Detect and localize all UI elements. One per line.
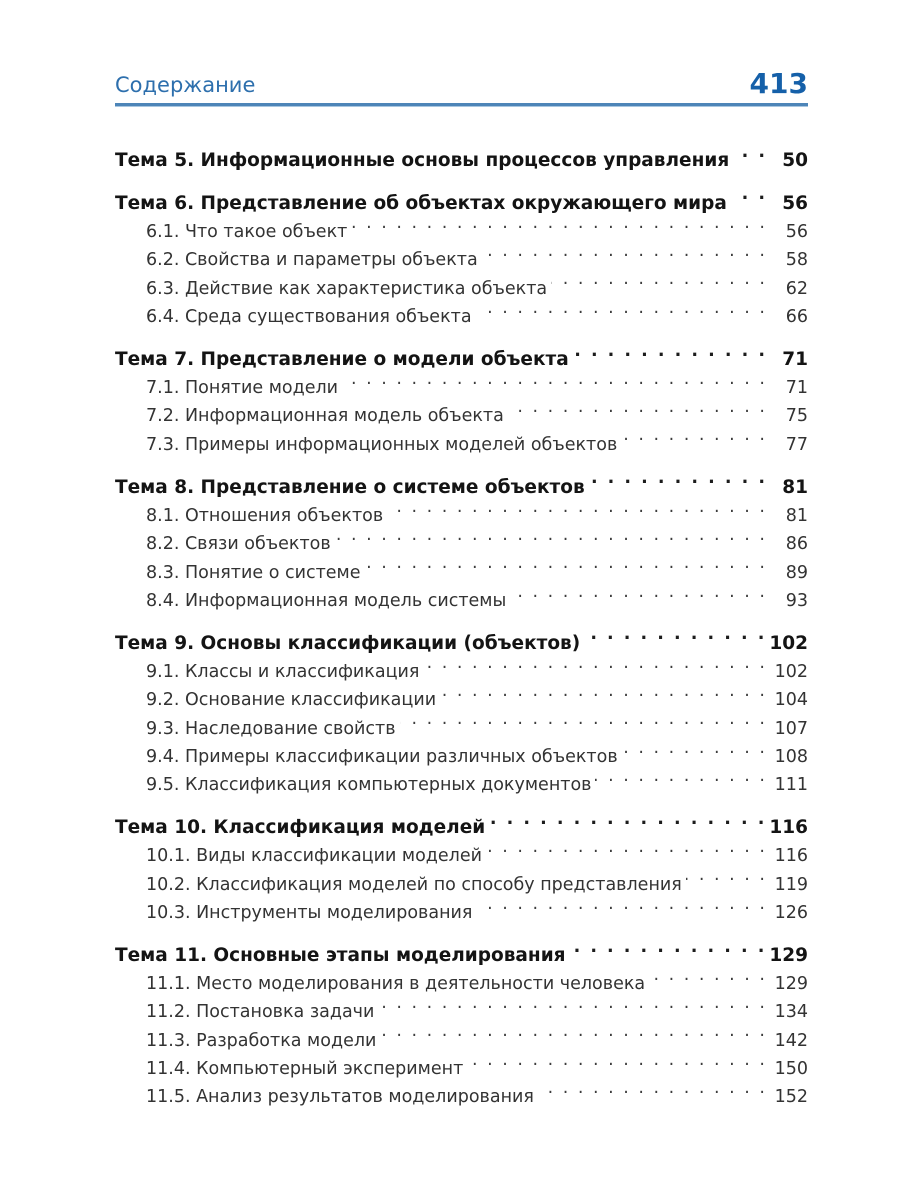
toc-entry-title: Тема 8. Представление о системе объектов xyxy=(115,476,585,498)
toc-entry-title: Тема 7. Представление о модели объекта xyxy=(115,348,569,370)
page-number: 413 xyxy=(749,67,808,100)
dot-leader xyxy=(731,180,765,208)
toc-entry-title: 10.3. Инструменты моделирования xyxy=(146,902,473,923)
toc-row xyxy=(115,337,808,370)
dot-leader xyxy=(573,337,765,365)
toc-entry-title: 9.2. Основание классификации xyxy=(146,690,437,711)
toc-entry-page: 81 xyxy=(785,505,808,526)
toc-entry-page: 86 xyxy=(785,534,808,555)
toc-entry-title: 6.4. Среда существования объекта xyxy=(146,306,472,327)
dot-leader xyxy=(423,649,765,677)
dot-leader xyxy=(440,677,765,705)
dot-leader xyxy=(538,1074,765,1102)
toc-entry-title: 9.1. Классы и классификация xyxy=(146,662,420,683)
toc-entry-title: Тема 6. Представление об объектах окружающего мира xyxy=(115,192,727,214)
toc-entry-title: 11.5. Анализ результатов моделирования xyxy=(146,1087,534,1108)
dot-leader xyxy=(621,421,765,449)
toc-entry-title: 11.2. Постановка задачи xyxy=(146,1002,375,1023)
toc-entry-page: 62 xyxy=(785,278,808,299)
toc-entry-title: 9.3. Наследование свойств xyxy=(146,718,396,739)
toc-entry-page: 108 xyxy=(774,746,808,767)
toc-entry-page: 150 xyxy=(774,1059,808,1080)
toc-entry-title: 6.2. Свойства и параметры объекта xyxy=(146,250,478,271)
dot-leader xyxy=(589,464,765,492)
toc-entry-title: 11.1. Место моделирования в деятельности человека xyxy=(146,974,646,995)
toc-entry-title: 9.4. Примеры классификации различных объектов xyxy=(146,746,618,767)
toc-entry-title: 11.4. Компьютерный эксперимент xyxy=(146,1059,464,1080)
toc-row xyxy=(115,805,808,839)
toc-entry-title: Тема 5. Информационные основы процессов управления xyxy=(115,149,730,171)
toc-entry-title: Тема 11. Основные этапы моделирования xyxy=(115,944,566,966)
toc-entry-page: 89 xyxy=(785,562,808,583)
header-rule xyxy=(115,103,808,107)
toc-entry-title: 6.1. Что такое объект xyxy=(146,222,348,243)
toc-entry-title: Тема 9. Основы классификации (объектов) xyxy=(115,632,581,654)
toc-entry-title: 10.1. Виды классификации моделей xyxy=(146,846,482,867)
toc-entry-page: 116 xyxy=(774,846,808,867)
dot-leader xyxy=(400,705,765,733)
toc-entry-title: 7.2. Информационная модель объекта xyxy=(146,406,504,427)
dot-leader xyxy=(380,1017,765,1045)
dot-leader xyxy=(570,933,765,961)
toc-entry-page: 119 xyxy=(774,874,808,895)
dot-leader xyxy=(387,493,765,521)
toc-entry-page: 104 xyxy=(774,690,808,711)
dot-leader xyxy=(551,265,765,293)
toc-entry-page: 71 xyxy=(785,378,808,399)
dot-leader xyxy=(476,294,765,322)
toc-entry-page: 142 xyxy=(774,1030,808,1051)
dot-leader xyxy=(486,833,765,861)
toc-entry-page: 71 xyxy=(782,348,808,370)
toc-entry-page: 126 xyxy=(774,902,808,923)
dot-leader xyxy=(476,890,765,918)
toc-entry-page: 81 xyxy=(782,476,808,498)
dot-leader xyxy=(378,989,765,1017)
toc-entry-page: 116 xyxy=(769,817,808,839)
dot-leader xyxy=(482,237,765,265)
toc-entry-title: 9.5. Классификация компьютерных документов xyxy=(146,775,592,796)
dot-leader xyxy=(622,734,765,762)
toc-entry-page: 77 xyxy=(785,434,808,455)
toc-entry-page: 111 xyxy=(774,775,808,796)
toc-entry-page: 102 xyxy=(769,632,808,654)
toc-entry-page: 50 xyxy=(782,149,808,171)
toc-entry-page: 129 xyxy=(769,944,808,966)
dot-leader xyxy=(510,578,765,606)
toc-entry-title: 6.3. Действие как характеристика объекта xyxy=(146,278,548,299)
toc-row xyxy=(115,933,808,966)
dot-leader xyxy=(649,961,765,989)
toc-list xyxy=(115,123,808,1108)
dot-leader xyxy=(595,762,765,790)
toc-entry-title: 8.1. Отношения объектов xyxy=(146,505,384,526)
dot-leader xyxy=(351,209,765,237)
dot-leader xyxy=(686,861,765,889)
toc-entry-title: 7.3. Примеры информационных моделей объектов xyxy=(146,434,618,455)
dot-leader xyxy=(584,620,764,648)
toc-entry-page: 93 xyxy=(785,590,808,611)
toc-entry-title: 8.2. Связи объектов xyxy=(146,534,331,555)
toc-entry-page: 56 xyxy=(785,222,808,243)
toc-row xyxy=(115,464,808,498)
toc-entry-title: 11.3. Разработка модели xyxy=(146,1030,377,1051)
toc-row xyxy=(115,180,808,214)
toc-entry-page: 58 xyxy=(785,250,808,271)
toc-entry-title: 10.2. Классификация моделей по способу представления xyxy=(146,874,682,895)
toc-entry-title: 8.4. Информационная модель системы xyxy=(146,590,507,611)
toc-entry-page: 56 xyxy=(782,192,808,214)
dot-leader xyxy=(335,521,765,549)
dot-leader xyxy=(489,805,764,833)
page-header-title: Содержание xyxy=(115,72,256,97)
toc-entry-title: 8.3. Понятие о системе xyxy=(146,562,361,583)
dot-leader xyxy=(733,138,765,166)
dot-leader xyxy=(467,1046,765,1074)
dot-leader xyxy=(342,365,765,393)
toc-entry-page: 102 xyxy=(774,662,808,683)
dot-leader xyxy=(508,393,765,421)
toc-entry-page: 129 xyxy=(774,974,808,995)
toc-row xyxy=(115,620,808,654)
toc-entry-title: Тема 10. Классификация моделей xyxy=(115,817,486,839)
toc-entry-page: 75 xyxy=(785,406,808,427)
toc-entry-page: 152 xyxy=(774,1087,808,1108)
dot-leader xyxy=(365,549,765,577)
page-header xyxy=(115,67,808,100)
toc-entry-page: 66 xyxy=(785,306,808,327)
toc-entry-page: 107 xyxy=(774,718,808,739)
toc-entry-title: 7.1. Понятие модели xyxy=(146,378,339,399)
toc-entry-page: 134 xyxy=(774,1002,808,1023)
toc-row xyxy=(115,138,808,171)
